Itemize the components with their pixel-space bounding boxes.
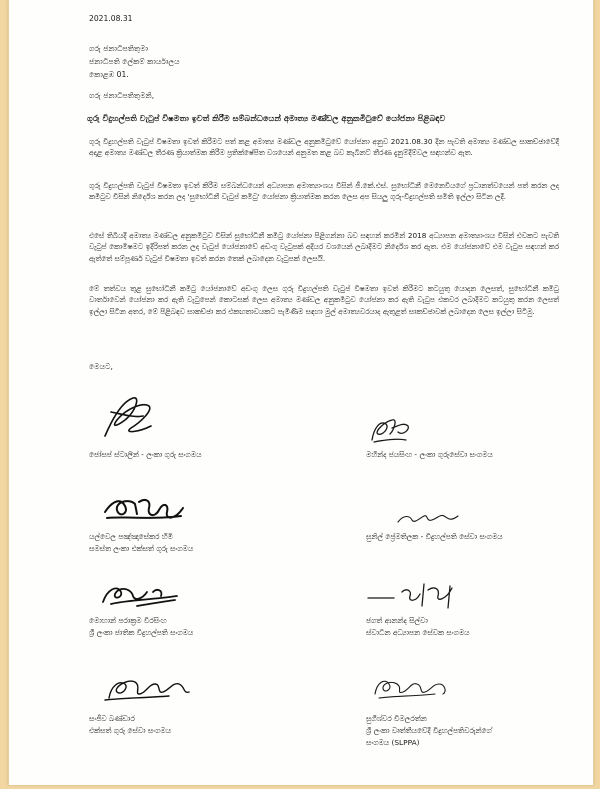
signatory-8 bbox=[366, 713, 492, 749]
signatory-8-org: ශ්‍රී ලංකා වෘත්තීයවේදී විදුහල්පතිවරුන්ගේ bbox=[366, 726, 492, 735]
signatory-1-name: ජෝසප් ස්ටාලින් - ලංකා ගුරු සංගමය bbox=[89, 450, 202, 459]
recipient-line-3: කොළඹ 01. bbox=[89, 70, 129, 79]
body-paragraph-1: ගුරු විදුහල්පති වැටුප් විෂමතා ඉවත් කිරීමට පත් කළ අමාත්‍ය මණ්ඩල අනුකමිටුවේ යෝජනා අනුව 2021.08.30 දින පැවති අමාත්‍ය මණ්ඩල සාකච්ඡාවේදී අදාළ අමාත්‍ය මණ්ඩල තීරණ ක්‍රියාත්මක කිරීම ප්‍රතික්ෂේපිත වශයෙන් අනුමත කළ බව කැබිනට් තීරණ දැනුම්දීම්වල සඳහන්ව ඇත. bbox=[89, 137, 559, 158]
signatory-5-name: මොහාන් පරාක්‍රම වීරසිංහ bbox=[89, 616, 167, 625]
signatory-4 bbox=[366, 531, 503, 543]
body-paragraph-4: මේ තත්වය තුළ සුභෝධිනී කමිටු යෝජනාවේ අඩංගු ලෙස ගුරු විදුහල්පති වැටුප් විෂමතා ඉවත් කිරීමට කටයුතු යොදන ලෙසත්, සුභෝධිනී කමිටු වාර්තාවෙන් යෝජනා කර ඇති වැටුපෙන් කොටසක් ලෙස අමාත්‍ය මණ්ඩල අනුකමිටුව යෝජනා කර ඇති වැටුප එකවර ලබාදීමට කටයුතු කරන ලෙසත් ඉල්ලා සිටින අතර, මේ පිළිබඳව සාකච්ඡා කර එකඟතාවයකට පැමිණීම සඳහා මුල් අමාත්‍යවරයාද ඇතුළත් සාකච්ඡාවක් ලබාදෙන ලෙස ඉල්ලා සිටිමු. bbox=[89, 284, 559, 316]
signatory-8-org-line-2: සංගමය (SLPPA) bbox=[366, 738, 420, 747]
signatory-3-name: යල්වෙල පඤ්ඤාසේකර හිමි bbox=[89, 532, 173, 541]
letter-page bbox=[8, 0, 594, 785]
signatory-2-name: මහින්ද ජයසිංහ - ලංකා ගුරුසේවා සංගමය bbox=[366, 450, 493, 459]
body-paragraph-2: ගුරු විදුහල්පති වැටුප් විෂමතා ඉවත් කිරීම සම්බන්ධයෙන් අධ්‍යාපන අමාත්‍යාංශය විසින් ජී.කේ.එස්. සුභෝධිනී මෙනෙවියගේ ප්‍රධානත්වයෙන් පත් කරන ලද කමිටුව විසින් නිර්දේශ කරන ලද 'සුභෝධිනී වැටුප් කමිටු' යෝජනා ක්‍රියාත්මක කරන ලෙස අප සියලු ගුරු-විදුහල්පති සමිති ඉල්ලා සිටින ලදී. bbox=[89, 181, 559, 202]
subject-heading: ගුරු විදුහල්පති වැටුප් විෂමතා ඉවත් කිරීම සම්බන්ධයෙන් අමාත්‍ය මණ්ඩල අනුකමිටුවේ යෝජනා පිළිබඳව bbox=[87, 113, 446, 123]
signature-1 bbox=[91, 392, 171, 442]
signature-5 bbox=[97, 578, 183, 612]
letter-date: 2021.08.31 bbox=[89, 14, 133, 23]
signatory-7 bbox=[89, 713, 171, 737]
body-paragraph-3: එසේ තිබියදී අමාත්‍ය මණ්ඩල අනුකමිටුව විසින් සුභෝධිනී කමිටු යෝජනා පිළිගන්නා බව සඳහන් කරමින් 2018 අධ්‍යාපන අමාත්‍යාංශය විසින් එවකට පැවති වැටුප් කොමිෂමට ඉදිරිපත් කරන ලද වැටුප් යෝජනාවේ අඩංගු වැටුපක් අදියර වශයෙන් ලබාදීමට නිර්දේශ කර ඇත. එම යෝජනාවේ එම වැටුප සඳහන් කර ඇත්තේ සම්පූර්ණ වැටුප් විෂමතා ඉවත් කරන තෙක් ලබාදෙන වැටුපක් ලෙසයි. bbox=[89, 231, 559, 263]
signature-8 bbox=[369, 672, 453, 704]
signatory-2 bbox=[366, 449, 493, 461]
signatory-1 bbox=[89, 449, 201, 461]
signatory-4-name: සුනිල් ප්‍රේමතිලක - විදුහල්පති සේවා සංගමය bbox=[366, 532, 503, 541]
signatory-3-org: සමස්ත ලංකා එක්සත් ගුරු සංගමය bbox=[89, 544, 194, 553]
salutation: ගරු ජනාධිපතිතුමනි, bbox=[89, 91, 155, 100]
signatory-6 bbox=[366, 615, 470, 639]
signatory-5-org: ශ්‍රී ලංකා ජාතික විදුහල්පති සංගමය bbox=[89, 628, 194, 637]
signature-3 bbox=[99, 492, 189, 528]
signature-2 bbox=[364, 410, 424, 450]
signatory-6-org: ස්වාධීන අධ්‍යාපන සේවක සංගමය bbox=[366, 628, 470, 637]
signature-4 bbox=[394, 506, 464, 530]
signature-7 bbox=[99, 672, 195, 706]
signatory-7-name: සංජීව බණ්ඩාර bbox=[89, 714, 135, 723]
signatory-5 bbox=[89, 615, 193, 639]
signatory-6-name: ජගත් ආනන්ද සිල්වා bbox=[366, 616, 428, 625]
closing-line: මෙයට, bbox=[89, 362, 113, 371]
recipient-address bbox=[89, 43, 180, 82]
recipient-line-2: ජනාධිපති ලේකම් කාර්යාලය bbox=[89, 57, 180, 66]
signature-6 bbox=[364, 578, 464, 612]
signatory-7-org: එක්සත් ගුරු සේවා සංගමය bbox=[89, 726, 172, 735]
signatory-3 bbox=[89, 531, 193, 555]
signatory-8-name: සුගීශ්වර විමලරත්න bbox=[366, 714, 427, 723]
recipient-line-1: ගරු ජනාධිපතිතුමා bbox=[89, 44, 149, 53]
